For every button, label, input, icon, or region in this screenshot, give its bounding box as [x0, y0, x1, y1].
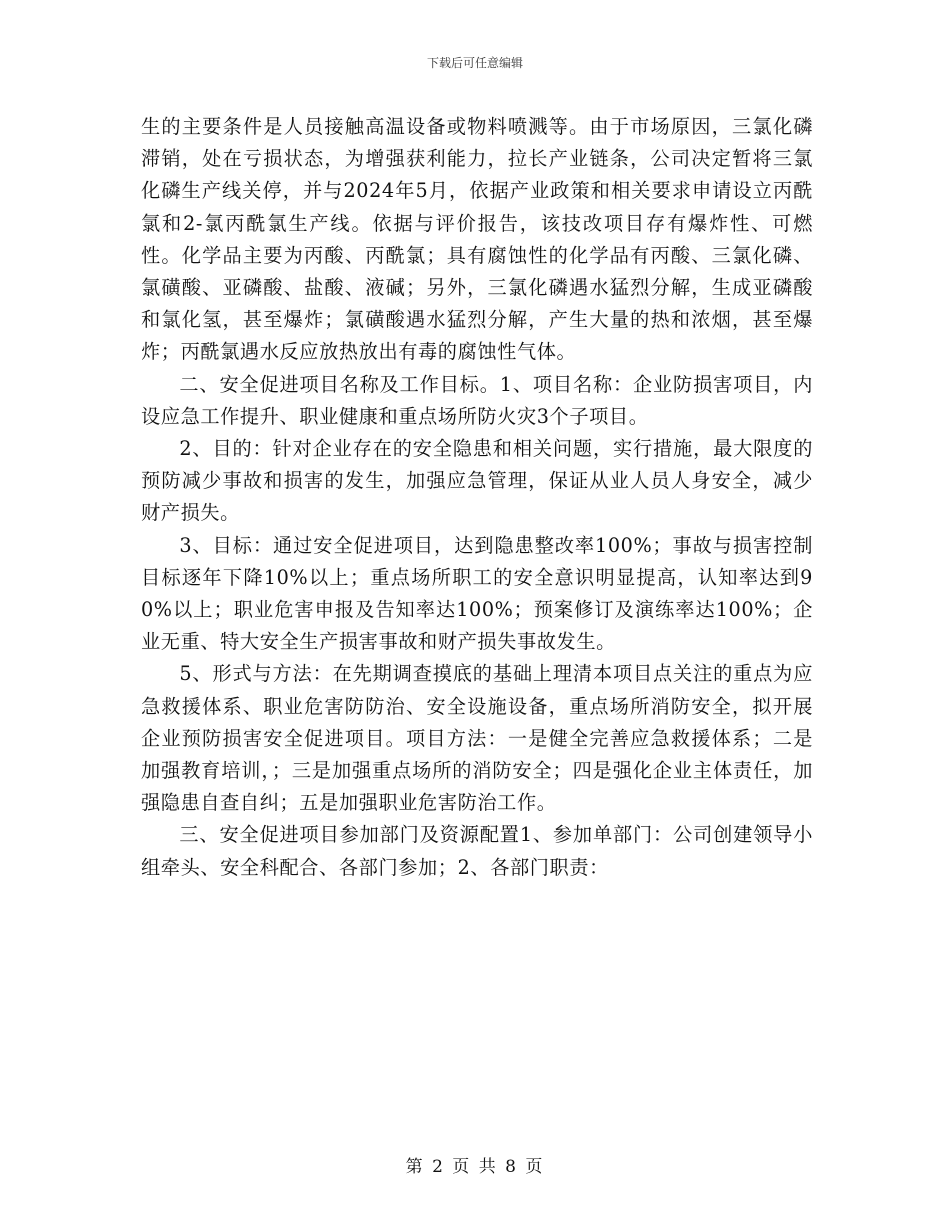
page-number-footer: 第 2 页 共 8 页 — [405, 1157, 545, 1177]
paragraph-3: 2、目的：针对企业存在的安全隐患和相关问题，实行措施，最大限度的预防减少事故和损害的发生，加强应急管理，保证从业人员人身安全，减少财产损失。 — [141, 437, 813, 525]
paragraph-5: 5、形式与方法：在先期调查摸底的基础上理清本项目点关注的重点为应急救援体系、职业危害防防治、安全设施设备，重点场所消防安全，拟开展企业预防损害安全促进项目。项目方法：一是健全完善应急救援体系；二是加强教育培训，；三是加强重点场所的消防安全；四是强化企业主体责任，加强隐患自查自纠；五是加强职业危害防治工作。 — [141, 662, 813, 815]
paragraph-4: 3、目标：通过安全促进项目，达到隐患整改率100%；事故与损害控制目标逐年下降10%以上；重点场所职工的安全意识明显提高，认知率达到90%以上；职业危害申报及告知率达100%；预案修订及演练率达100%；企业无重、特大安全生产损害事故和财产损失事故发生。 — [141, 533, 813, 654]
paragraph-6: 三、安全促进项目参加部门及资源配置1、参加单部门：公司创建领导小组牵头、安全科配合、各部门参加；2、各部门职责： — [141, 823, 813, 879]
document-body — [141, 111, 813, 884]
paragraph-1: 生的主要条件是人员接触高温设备或物料喷溅等。由于市场原因，三氯化磷滞销，处在亏损状态，为增强获利能力，拉长产业链条，公司决定暂将三氯化磷生产线关停，并与2024年5月，依据产业政策和相关要求申请设立丙酰氯和2-氯丙酰氯生产线。依据与评价报告，该技改项目存有爆炸性、可燃性。化学品主要为丙酸、丙酰氯；具有腐蚀性的化学品有丙酸、三氯化磷、氯磺酸、亚磷酸、盐酸、液碱；另外，三氯化磷遇水猛烈分解，生成亚磷酸和氯化氢，甚至爆炸；氯磺酸遇水猛烈分解，产生大量的热和浓烟，甚至爆炸；丙酰氯遇水反应放热放出有毒的腐蚀性气体。 — [141, 115, 813, 364]
paragraph-2: 二、安全促进项目名称及工作目标。1、项目名称：企业防损害项目，内设应急工作提升、职业健康和重点场所防火灾3个子项目。 — [141, 372, 813, 428]
page-header: 下载后可任意编辑 — [426, 56, 523, 70]
